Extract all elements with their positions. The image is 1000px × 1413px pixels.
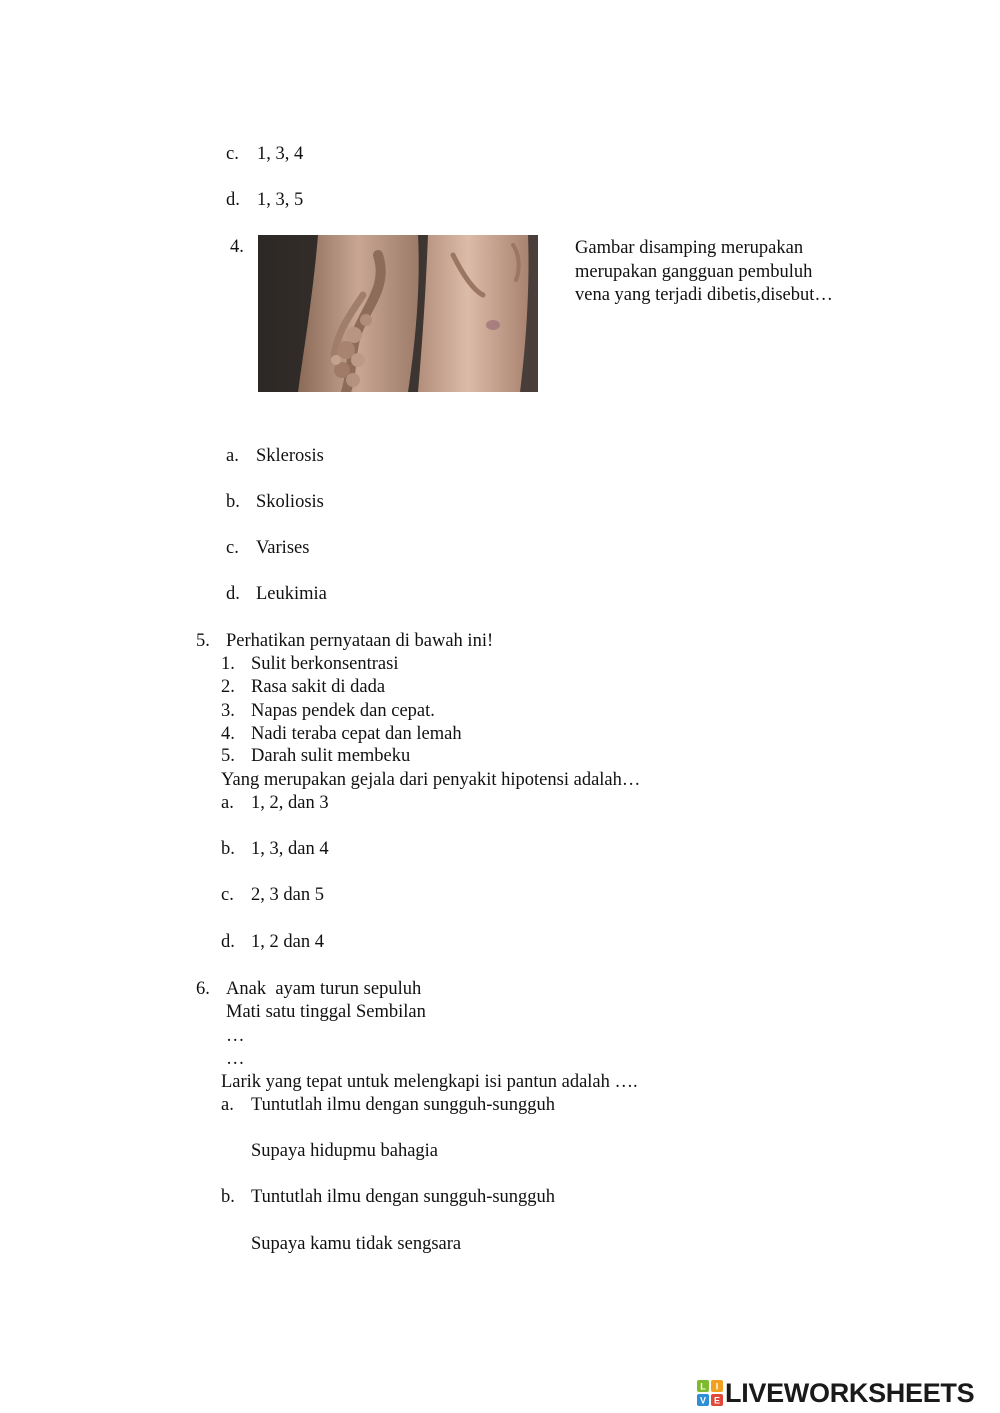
q5-statement-num: 1. [221,654,235,674]
q4-question-line: Gambar disamping merupakan [575,238,804,258]
q4-question-line: merupakan gangguan pembuluh [575,261,813,282]
q6-option-letter: b. [221,1187,235,1207]
q5-option-letter: c. [221,885,234,905]
q6-option-line2: Supaya hidupmu bahagia [251,1141,439,1161]
q6-option-line2: Supaya kamu tidak sengsara [251,1234,462,1254]
q5-statement-text: Rasa sakit di dada [251,677,386,697]
q3-option-letter: c. [226,144,239,164]
q6-number: 6. [196,979,210,999]
q5-statement-text: Sulit berkonsentrasi [251,654,399,674]
q4-number: 4. [230,237,244,257]
svg-text:I: I [715,1381,719,1392]
q4-option-letter: b. [226,492,240,512]
q6-question: Larik yang tepat untuk melengkapi isi pantun adalah …. [221,1072,638,1092]
q5-statement-num: 2. [221,677,235,697]
q3-option-letter: d. [226,190,240,210]
q5-option-text: 2, 3 dan 5 [251,885,324,905]
q5-option-text: 1, 2, dan 3 [251,793,329,813]
q6-pantun-line: … [226,1049,245,1069]
q4-option-letter: a. [226,446,239,466]
q5-prompt: Perhatikan pernyataan di bawah ini! [226,631,494,651]
q5-option-letter: a. [221,793,234,813]
q3-option-text: 1, 3, 4 [257,144,304,164]
liveworksheets-logo-icon [697,1380,723,1406]
q4-option-text: Varises [256,538,310,558]
svg-text:L: L [700,1381,706,1392]
q4-option-letter: c. [226,538,239,558]
liveworksheets-logo[interactable] [697,1378,974,1408]
q6-pantun-line: Anak ayam turun sepuluh [226,979,422,999]
q6-option-letter: a. [221,1095,234,1115]
q4-option-text: Leukimia [256,584,327,604]
q5-option-text: 1, 2 dan 4 [251,932,324,952]
svg-text:V: V [699,1395,707,1406]
q3-option-text: 1, 3, 5 [257,190,304,210]
q4-option-letter: d. [226,584,240,604]
q5-number: 5. [196,631,210,651]
q5-statement-num: 3. [221,701,235,721]
q5-option-text: 1, 3, dan 4 [251,839,329,859]
svg-text:E: E [713,1395,721,1406]
q5-statement-text: Napas pendek dan cepat. [251,701,435,721]
q5-option-letter: b. [221,839,235,859]
varicose-veins-photo [258,235,538,392]
logo-text: LIVEWORKSHEETS [725,1377,975,1408]
q5-statement-text: Nadi teraba cepat dan lemah [251,724,462,744]
q4-option-text: Skoliosis [256,492,324,512]
q5-question: Yang merupakan gejala dari penyakit hipotensi adalah… [221,770,641,790]
q5-statement-num: 5. [221,746,235,766]
q4-question-line: vena yang terjadi dibetis,disebut… [575,285,833,305]
q6-pantun-line: … [226,1026,245,1046]
q5-option-letter: d. [221,932,235,952]
q4-question [575,237,875,308]
q4-option-text: Sklerosis [256,446,324,466]
q5-statement-num: 4. [221,724,235,744]
q5-statement-text: Darah sulit membeku [251,746,411,766]
q6-option-line1: Tuntutlah ilmu dengan sungguh-sungguh [251,1187,556,1207]
q6-pantun-line: Mati satu tinggal Sembilan [226,1002,426,1022]
q6-option-line1: Tuntutlah ilmu dengan sungguh-sungguh [251,1095,556,1115]
